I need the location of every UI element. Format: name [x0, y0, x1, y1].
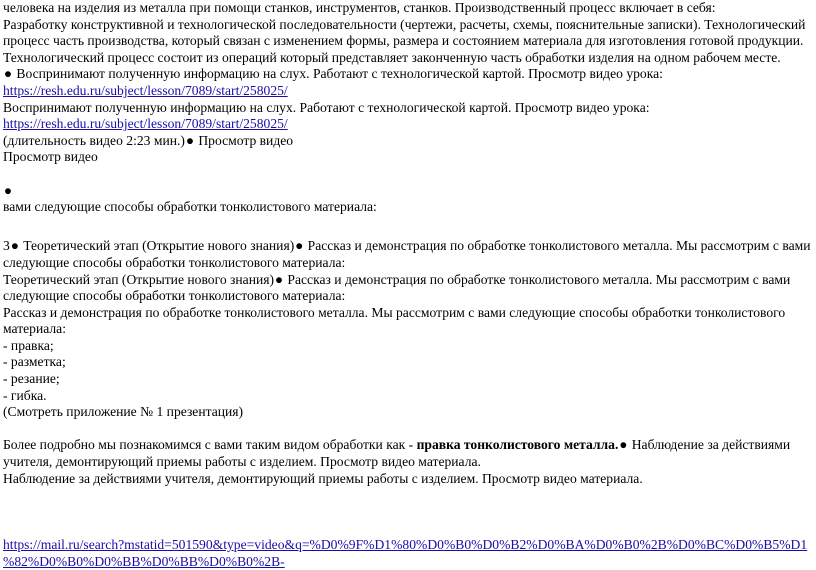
duration-line — [3, 133, 816, 150]
bullet-icon: ● — [274, 271, 284, 287]
paragraph-line: следующие способы обработки тонколистового материала: — [3, 288, 346, 304]
spacer — [3, 216, 816, 233]
lesson-link[interactable]: https://resh.edu.ru/subject/lesson/7089/start/258025/ — [3, 116, 288, 132]
paragraph-line: Наблюдение за действиями учителя, демонтирующий приемы работы с изделием. Просмотр видео материала. — [3, 470, 643, 486]
view-video-text: Просмотр видео — [194, 132, 294, 148]
stage-line — [3, 238, 816, 255]
list-item: - резание; — [3, 371, 60, 387]
stage-title: Теоретический этап (Открытие нового знания) — [3, 271, 275, 287]
acquaint-text: Более подробно мы познакомимся с вами таким видом обработки как - — [3, 437, 417, 453]
list-item: - гибка. — [3, 387, 47, 403]
stage-number: 3 — [3, 238, 10, 254]
bullet-icon: ● — [619, 437, 628, 453]
duration-text: (длительность видео 2:23 мин.) — [3, 132, 185, 148]
paragraph-line: Технологический процесс состоит из операций который представляет законченную часть обработки изделия на одном рабочем месте. — [3, 49, 781, 65]
paragraph-line: материала: — [3, 321, 66, 337]
link-line — [3, 554, 816, 570]
spacer — [3, 520, 816, 537]
spacer — [3, 421, 816, 438]
video-search-link[interactable]: https://mail.ru/search?mstatid=501590&type=video&q=%D0%9F%D1%80%D0%B0%D0%B2%D0%BA%D0%B0%2B%D0%BC%D0%B5%D1 — [3, 537, 808, 552]
stage-line — [3, 272, 816, 289]
spacer — [3, 487, 816, 504]
bullet-item — [3, 66, 816, 83]
paragraph-line: вами следующие способы обработки тонколистового материала: — [3, 199, 377, 215]
stage-text: Рассказ и демонстрация по обработке тонколистового металла. Мы рассмотрим с вами — [304, 238, 811, 254]
link-line — [3, 83, 816, 100]
stage-title: Теоретический этап (Открытие нового знания) — [19, 238, 295, 254]
paragraph-line: следующие способы обработки тонколистового материала: — [3, 254, 346, 270]
video-search-link-continued[interactable]: %82%D0%B0%D0%BB%D0%BB%D0%B0%2B- — [3, 553, 285, 569]
bullet-icon: ● — [3, 182, 13, 198]
bullet-icon: ● — [295, 238, 304, 254]
paragraph-line: Воспринимают полученную информацию на слух. Работают с технологической картой. Просмотр видео урока: — [3, 99, 650, 115]
spacer — [3, 166, 816, 183]
paragraph-line: учителя, демонтирующий приемы работы с изделием. Просмотр видео материала. — [3, 454, 481, 470]
emphasis-text: правка тонколистового металла. — [416, 437, 619, 453]
paragraph-line: Рассказ и демонстрация по обработке тонколистового металла. Мы рассмотрим с вами следующие способы обработки тонколистового — [3, 304, 786, 320]
stage-text: Рассказ и демонстрация по обработке тонколистового металла. Мы рассмотрим с вами — [284, 271, 791, 287]
link-line — [3, 116, 816, 133]
link-line — [3, 537, 816, 554]
paragraph-line: Просмотр видео — [3, 149, 98, 165]
paragraph-line: процесс часть производства, который связан с изменением формы, размера и состоянием материала для изготовления готовой продукции. — [3, 33, 804, 49]
paragraph-line: человека на изделия из металла при помощи станков, инструментов, станков. Производственный процесс включает в себя: — [3, 0, 716, 15]
bullet-icon: ● — [3, 66, 13, 82]
bullet-text: Воспринимают полученную информацию на слух. Работают с технологической картой. Просмотр видео урока: — [13, 66, 663, 82]
paragraph-line: Разработку конструктивной и технологической последовательности (чертежи, расчеты, схемы, пояснительные записки). Технологический — [3, 16, 806, 32]
lesson-link[interactable]: https://resh.edu.ru/subject/lesson/7089/start/258025/ — [3, 82, 288, 98]
paragraph-line: (Смотреть приложение № 1 презентация) — [3, 404, 244, 420]
spacer — [3, 504, 816, 521]
list-item: - разметка; — [3, 354, 66, 370]
bullet-icon: ● — [10, 238, 19, 254]
acquaint-line — [3, 437, 816, 454]
bullet-icon: ● — [185, 132, 195, 148]
acquaint-text: Наблюдение за действиями — [628, 437, 791, 453]
list-item: - правка; — [3, 337, 54, 353]
bullet-line — [3, 183, 816, 200]
